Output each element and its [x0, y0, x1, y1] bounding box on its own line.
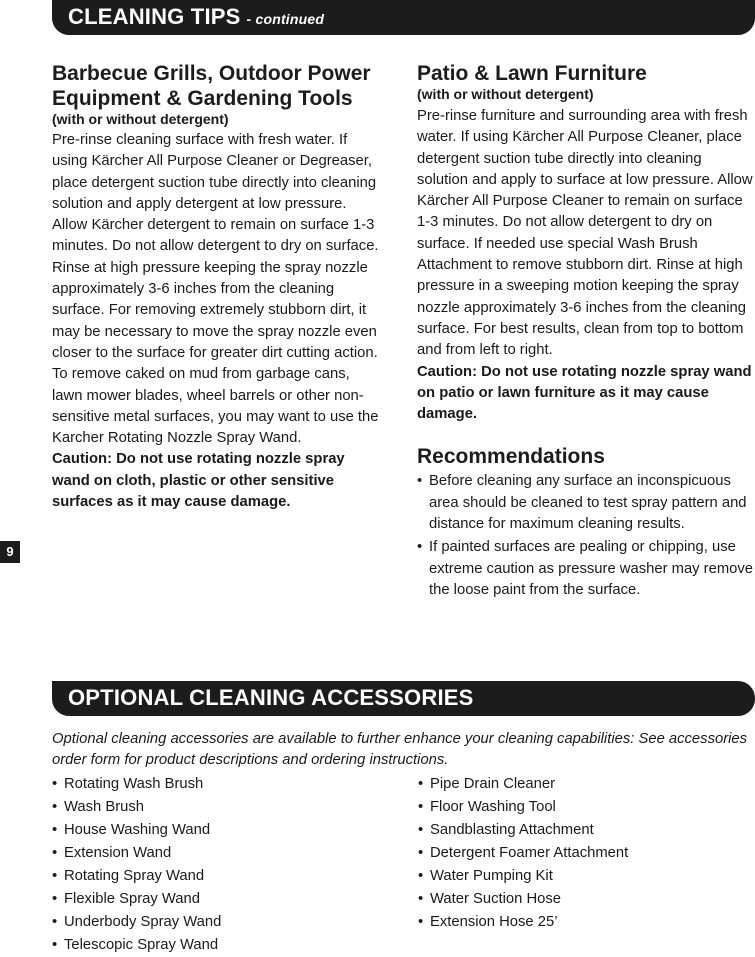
- list-item: • Wash Brush: [52, 796, 382, 819]
- list-item: • Flexible Spray Wand: [52, 888, 382, 911]
- recommendations-heading: Recommendations: [417, 445, 605, 469]
- accessories-list-right: [418, 773, 748, 934]
- right-column: [417, 61, 754, 603]
- banner-title: OPTIONAL CLEANING ACCESSORIES: [68, 685, 474, 710]
- list-item: • Before cleaning any surface an inconspicuous area should be cleaned to test spray pattern and distance for maximum cleaning results.: [417, 471, 754, 535]
- left-column: [52, 61, 384, 513]
- section-body: Pre-rinse furniture and surrounding area with fresh water. If using Kärcher All Purpose Cleaner, place detergent suction tube directly into cleaning solution and apply to surface at low pressure. Allow Kärcher All Purpose Cleaner to remain on surface 1-3 minutes. Do not allow detergent to dry on surface. If needed use special Wash Brush Attachment to remove stubborn dirt. Rinse at high pressure in a sweeping motion keeping the spray nozzle approximately 3-6 inches from the cleaning surface. For best results, clean from top to bottom and from left to right.: [417, 108, 753, 359]
- list-item: • Telescopic Spray Wand: [52, 934, 382, 957]
- list-item: • Rotating Spray Wand: [52, 865, 382, 888]
- banner-subtitle: - continued: [246, 11, 325, 27]
- section-subheading: (with or without detergent): [52, 111, 229, 127]
- section-body: Pre-rinse cleaning surface with fresh water. If using Kärcher All Purpose Cleaner or Degreaser, place detergent suction tube directly into cleaning solution and apply detergent at low pressure. Allow Kärcher detergent to remain on surface 1-3 minutes. Do not allow detergent to dry on surface. Rinse at high pressure keeping the spray nozzle approximately 3-6 inches from the cleaning surface. For removing extremely stubborn dirt, it may be necessary to move the spray nozzle even closer to the surface for greater dirt cutting action. To remove caked on mud from garbage cans, lawn mower blades, wheel barrels or other non-sensitive metal surfaces, you may want to use the Karcher Rotating Nozzle Spray Wand.: [52, 132, 379, 447]
- list-item: • Extension Hose 25’: [418, 911, 748, 934]
- list-item: • Underbody Spray Wand: [52, 911, 382, 934]
- accessories-intro: Optional cleaning accessories are available to further enhance your cleaning capabilities: See accessories order form for product descriptions and ordering instructions.: [52, 731, 748, 769]
- list-item: • If painted surfaces are pealing or chipping, use extreme caution as pressure washer may remove the loose paint from the surface.: [417, 537, 754, 601]
- list-item: • Extension Wand: [52, 842, 382, 865]
- accessories-list-left: [52, 773, 382, 957]
- section-heading: Barbecue Grills, Outdoor Power Equipment & Gardening Tools: [52, 62, 371, 110]
- section-heading: Patio & Lawn Furniture: [417, 62, 647, 85]
- cleaning-tips-banner: [52, 0, 755, 35]
- list-item: • Pipe Drain Cleaner: [418, 773, 748, 796]
- section-subheading: (with or without detergent): [417, 86, 594, 102]
- accessories-banner: [52, 681, 755, 716]
- list-item: • Floor Washing Tool: [418, 796, 748, 819]
- list-item: • Water Suction Hose: [418, 888, 748, 911]
- page-number: 9: [0, 541, 20, 563]
- banner-title: CLEANING TIPS - continued: [68, 4, 325, 29]
- list-item: • House Washing Wand: [52, 819, 382, 842]
- list-item: • Rotating Wash Brush: [52, 773, 382, 796]
- list-item: • Water Pumping Kit: [418, 865, 748, 888]
- recommendations-list: [417, 471, 754, 601]
- list-item: • Detergent Foamer Attachment: [418, 842, 748, 865]
- caution-text: Caution: Do not use rotating nozzle spray wand on patio or lawn furniture as it may cause damage.: [417, 363, 752, 423]
- list-item: • Sandblasting Attachment: [418, 819, 748, 842]
- caution-text: Caution: Do not use rotating nozzle spray wand on cloth, plastic or other sensitive surfaces as it may cause damage.: [52, 451, 345, 511]
